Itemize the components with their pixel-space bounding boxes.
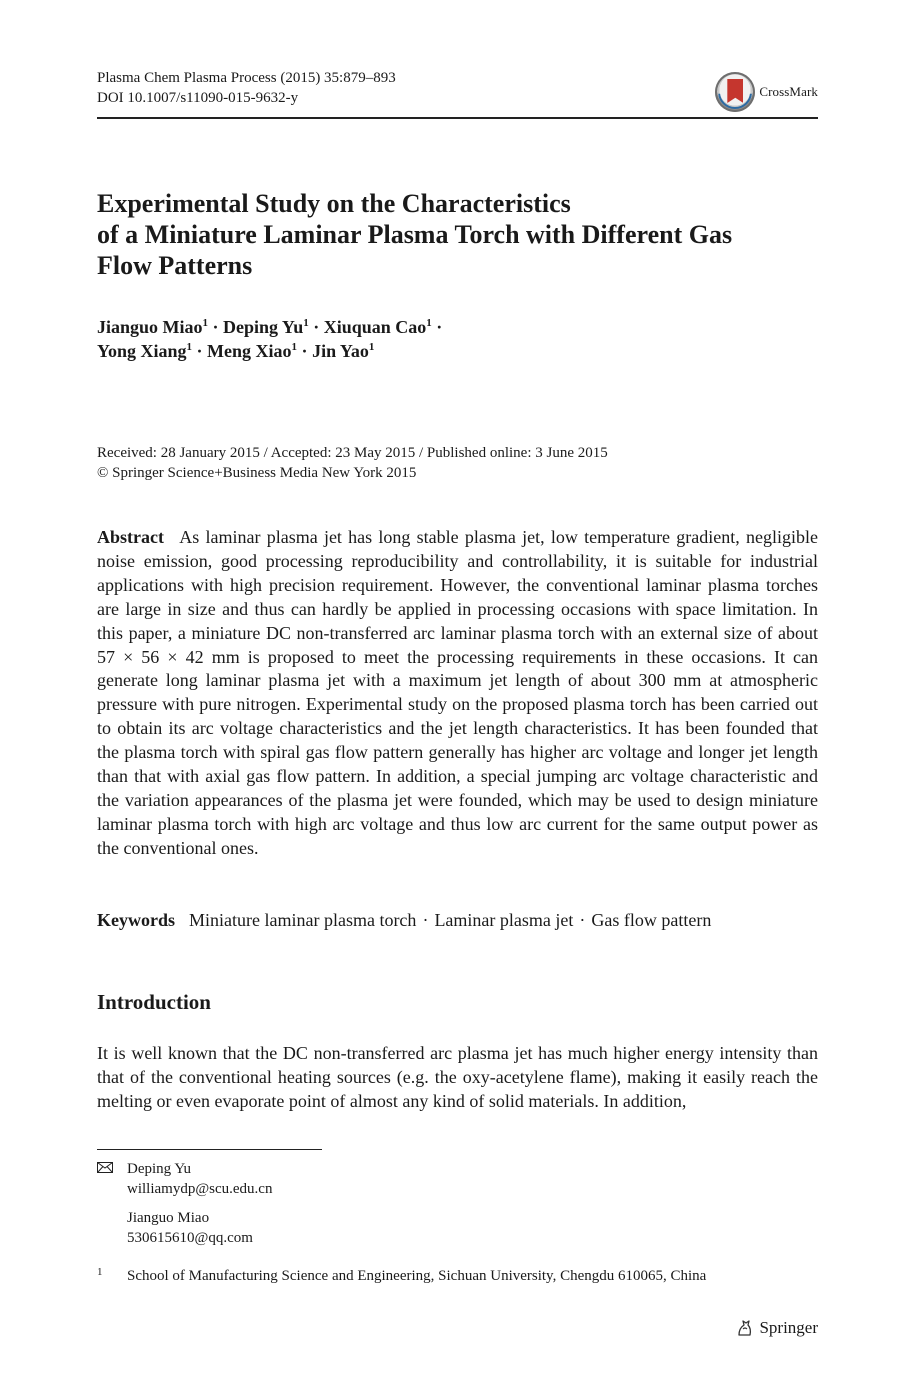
author-list: Jianguo Miao$^1$ · Deping $Yu^1$ · Xiuquan Cao$^1$ · Yong Xiang$^1$ · Meng Xiao$^1$ · Jin Yao$^1$ [97, 317, 443, 361]
keyword: Laminar plasma jet [434, 910, 574, 930]
corr-email[interactable]: 530615610@qq.com [127, 1230, 253, 1246]
corresponding-author [127, 1208, 253, 1248]
author-name[interactable]: Jin Yao [312, 341, 369, 361]
author-name[interactable]: Jianguo Miao [97, 317, 203, 337]
crossmark-icon [715, 72, 755, 112]
copyright-line: © Springer Science+Business Media New York 2015 [97, 465, 417, 481]
springer-horse-icon [735, 1318, 755, 1338]
affiliation-text: School of Manufacturing Science and Engineering, Sichuan University, Chengdu 610065, China [127, 1268, 707, 1284]
section-heading-introduction: Introduction [97, 990, 211, 1014]
keyword-separator: · [579, 910, 586, 930]
keyword: Miniature laminar plasma torch [189, 910, 417, 930]
affiliation-ref: 1 [291, 341, 298, 353]
keywords [97, 908, 711, 932]
publisher-logo [735, 1318, 818, 1338]
title-line: Experimental Study on the Characteristics [97, 189, 571, 218]
doi[interactable]: DOI 10.1007/s11090-015-9632-y [97, 90, 299, 106]
article-title [97, 188, 797, 281]
envelope-icon [97, 1162, 113, 1173]
running-header [97, 66, 818, 120]
author-name[interactable]: Xiuquan Cao [323, 317, 427, 337]
publication-dates [97, 443, 608, 483]
keywords-label: Keywords [97, 910, 175, 930]
header-rule [97, 117, 818, 119]
abstract-label: Abstract [97, 527, 164, 547]
publisher-name: Springer [759, 1318, 818, 1337]
affiliation-ref: 1 [303, 317, 309, 329]
affiliation-ref: 1 [368, 341, 375, 353]
abstract-text: As laminar plasma jet has long stable plasma jet, low temperature gradient, negligible noise emission, good processing reproducibility and controllability, it is suitable for industrial applications with high precision requirement. However, the conventional laminar plasma torches are large in size and thus can hardly be applied in processing occasions with space limitation. In this paper, a miniature DC non-transferred arc laminar plasma torch with an external size of about 57 × 56 × 42 mm is proposed to meet the processing requirements in these occasions. It can generate long laminar plasma jet with a maximum jet length of about 300 mm at atmospheric pressure with pure nitrogen. Experimental study on the proposed plasma torch has been carried out to obtain its arc voltage characteristics and the jet length characteristics. It has been founded that the plasma torch with spiral gas flow pattern generally has higher arc voltage and longer jet length than that with axial gas flow pattern. In addition, a special jumping arc voltage characteristic and the variation appearances of the plasma jet were founded, which may be used to design miniature laminar plasma torch with high arc voltage and thus low arc current for the same output power as the conventional ones. [97, 527, 818, 858]
history-line: Received: 28 January 2015 / Accepted: 23 May 2015 / Published online: 3 June 2015 [97, 445, 608, 461]
affiliation-ref: 1 [186, 341, 193, 353]
author-name[interactable]: Deping Yu [223, 317, 304, 337]
corr-email[interactable]: williamydp@scu.edu.cn [127, 1181, 273, 1197]
keyword-separator: · [422, 910, 429, 930]
author-name[interactable]: Yong Xiang [97, 341, 187, 361]
crossmark-button[interactable] [715, 70, 818, 114]
title-line: Flow Patterns [97, 251, 253, 280]
introduction-paragraph: It is well known that the DC non-transferred arc plasma jet has much higher energy intensity than that of the conventional heating sources (e.g. the oxy-acetylene flame), making it easily reach the melting or even evaporate point of almost any kind of solid materials. In addition, [97, 1043, 818, 1111]
corr-name: Jianguo Miao [127, 1210, 210, 1226]
abstract [97, 526, 818, 861]
affiliation-number: 1 [97, 1266, 103, 1278]
article-page [97, 0, 818, 1388]
title-line: of a Miniature Laminar Plasma Torch with Different Gas [97, 220, 733, 249]
keyword: Gas flow pattern [591, 910, 712, 930]
crossmark-label: CrossMark [759, 84, 818, 99]
affiliation-ref: 1 [202, 317, 209, 329]
journal-citation: Plasma Chem Plasma Process (2015) 35:879–893 [97, 70, 396, 86]
affiliation-ref: 1 [426, 317, 432, 329]
corr-name: Deping Yu [127, 1161, 192, 1177]
author-name[interactable]: Meng Xiao [207, 341, 292, 361]
corresponding-author [127, 1159, 272, 1199]
footnote-rule [97, 1149, 322, 1150]
